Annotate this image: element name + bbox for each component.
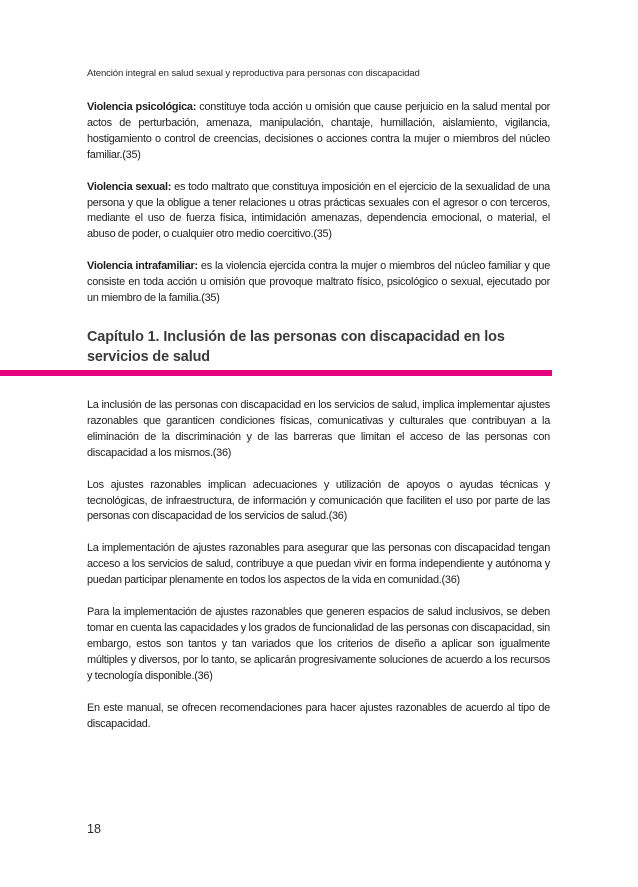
chapter-divider [0,370,552,376]
running-header: Atención integral en salud sexual y reproductiva para personas con discapacidad [87,68,420,79]
body-paragraph: En este manual, se ofrecen recomendaciones para hacer ajustes razonables de acuerdo al tipo de discapacidad. [87,701,550,730]
body-paragraph: Para la implementación de ajustes razonables que generen espacios de salud inclusivos, se deben tomar en cuenta las capacidades y los grados de funcionalidad de las personas con discapacidad, sin embargo, estos son tantos y tan variados que los criterios de diseño a aplicar son igualmente múltiples y diversos, por lo tanto, se aplicarán progresivamente soluciones de acuerdo a los recursos y tecnología disponible.(36) [87,606,550,682]
definition-paragraph [87,180,550,244]
definitions-block [87,100,550,323]
definition-text: es la violencia ejercida contra la mujer o miembros del núcleo familiar y que consiste en toda acción u omisión que provoque maltrato físico, psicológico o sexual, ejecutado por un miembro de la familia.(35) [87,260,550,305]
body-paragraph: La inclusión de las personas con discapacidad en los servicios de salud, implica implementar ajustes razonables que garanticen condiciones físicas, comunicativas y culturales que contribuyan a la eliminación de la discriminación y de las barreras que limitan el acceso de las personas con discapacidad a los mismos.(36) [87,399,550,459]
definition-text: constituye toda acción u omisión que cause perjuicio en la salud mental por actos de perturbación, amenaza, manipulación, chantaje, humillación, aislamiento, vigilancia, hostigamiento o control de creencias, decisiones o acciones contra la mujer o miembros del núcleo familiar.(35) [87,101,550,161]
page-number: 18 [87,822,101,836]
body-paragraph: La implementación de ajustes razonables para asegurar que las personas con discapacidad tengan acceso a los servicios de salud, contribuye a que puedan vivir en forma independiente y autónoma y puedan participar plenamente en todos los aspectos de la vida en comunidad.(36) [87,542,550,587]
body-paragraph: Los ajustes razonables implican adecuaciones y utilización de apoyos o ayudas técnicas y tecnológicas, de infraestructura, de información y comunicación que faciliten el uso por parte de las personas con discapacidad de los servicios de salud.(36) [87,478,550,523]
body-text-block [87,398,550,748]
definition-text: es todo maltrato que constituya imposición en el ejercicio de la sexualidad de una persona y que la obligue a tener relaciones u otras prácticas sexuales con el agresor o con terceros, mediante el uso de fuerza física, intimidación amenazas, dependencia emocional, o material, el abuso de poder, o cualquier otro medio coercitivo.(35) [87,180,550,241]
definition-paragraph [87,100,550,164]
definition-term: Violencia psicológica: [87,101,197,113]
definition-term: Violencia sexual: [87,180,172,193]
definition-term: Violencia intrafamiliar: [87,260,198,273]
chapter-title: Capítulo 1. Inclusión de las personas con discapacidad en los servicios de salud [87,329,505,365]
definition-paragraph [87,259,550,307]
